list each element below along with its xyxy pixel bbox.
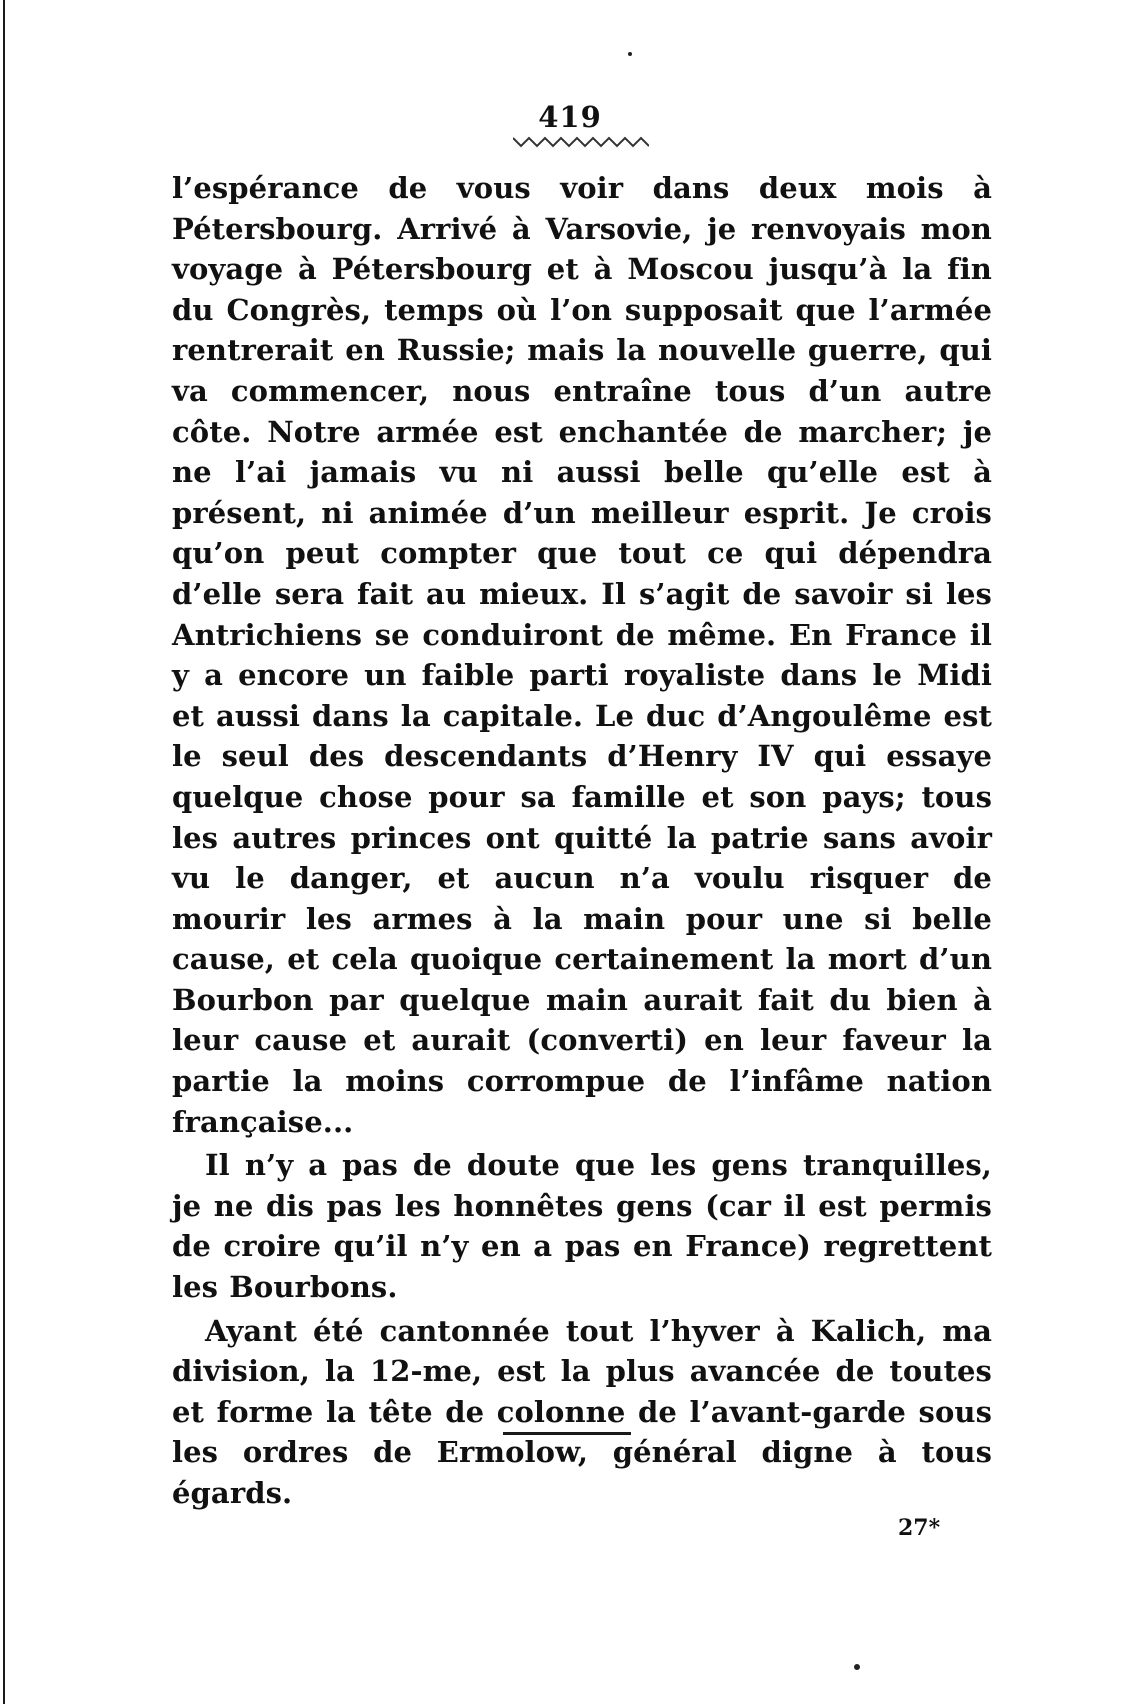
paragraph: Il n’y a pas de doute que les gens tranquilles, je ne dis pas les honnêtes gens (car il est permis de croire qu’il n’y en a pas en France) regrettent les Bourbons. [172,1148,992,1305]
header-ornament [513,136,649,148]
end-rule [503,1432,631,1435]
body-text [172,168,992,1514]
page-number: 419 [538,100,602,134]
paragraph: Ayant été cantonnée tout l’hyver à Kalich, ma division, la 12-me, est la plus avancée de toutes et forme la tête de colonne de l’avant-garde sous les ordres de Ermolow, général digne à tous égards. [172,1313,992,1510]
page-edge-line [3,0,5,1704]
paragraph: l’espérance de vous voir dans deux mois à Pétersbourg. Arrivé à Varsovie, je renvoyais mon voyage à Pétersbourg et à Moscou jusqu’à la fin du Congrès, temps où l’on supposait que l’armée rentrerait en Russie; mais la nouvelle guerre, qui va commencer, nous entraîne tous d’un autre côte. Notre armée est enchantée de marcher; je ne l’ai jamais vu ni aussi belle qu’elle est à présent, ni animée d’un meilleur esprit. Je crois qu’on peut compter que tout ce qui dépendra d’elle sera fait au mieux. Il s’agit de savoir si les Antrichiens se conduiront de même. En France il y a encore un faible parti royaliste dans le Midi et aussi dans la capitale. Le duc d’Angoulême est le seul des descendants d’Henry IV qui essaye quelque chose pour sa famille et son pays; tous les autres princes ont quitté la patrie sans avoir vu le danger, et aucun n’a voulu risquer de mourir les armes à la main pour une si belle cause, et cela quoique certainement la mort d’un Bourbon par quelque main aurait fait du bien à leur cause et aurait (converti) en leur faveur la partie la moins corrompue de l’infâme nation française... [172,171,992,1139]
speck-mark [854,1664,860,1670]
signature-mark: 27* [898,1515,941,1541]
speck-mark [628,52,632,56]
